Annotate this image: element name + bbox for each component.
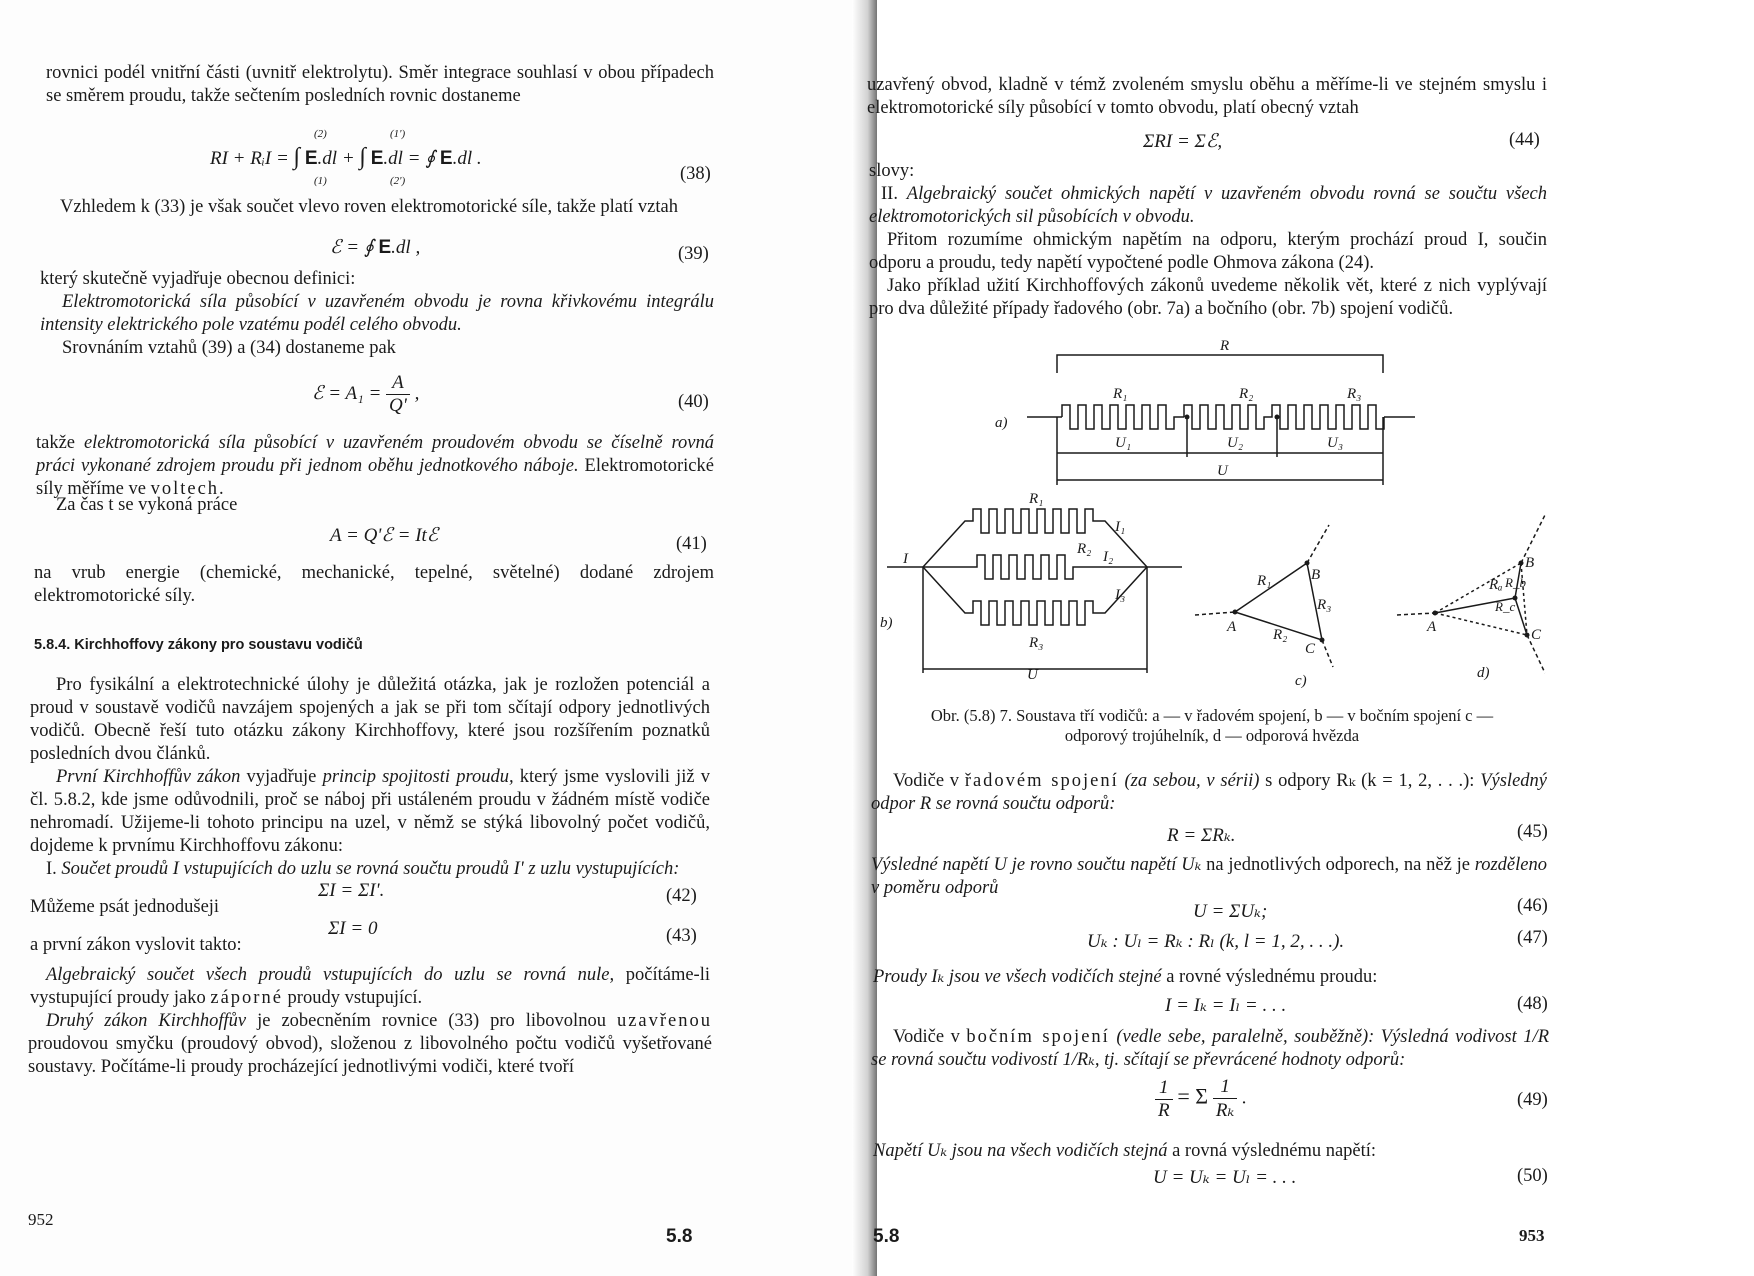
label-c-R2: R₂ [1273, 627, 1288, 643]
law-two-statement: II. Algebraický součet ohmických napětí v uzavřeném obvodu rovná se součtu všech elektromotorických sil působících v obvodu. [869, 184, 1547, 227]
label-R1: R₁ [1113, 386, 1128, 402]
label-d-B: B [1525, 555, 1535, 571]
paragraph-intro: rovnici podél vnitřní části (uvnitř elektrolytu). Směr integrace souhlasí v obou případech se směrem proudu, takže sečtením posledních rovnic dostaneme [46, 63, 714, 106]
equation-47: Uₖ : Uₗ = Rₖ : Rₗ (k, l = 1, 2, . . .). [1087, 931, 1345, 952]
label-d: d) [1477, 665, 1490, 681]
paragraph-vzhledem: Vzhledem k (33) je však součet vlevo roven elektromotorické síle, takže platí vztah [60, 197, 678, 217]
equation-39: ℰ = ∮ E.dl , [330, 237, 421, 258]
paragraph-jako-priklad: Jako příklad užití Kirchhoffových zákonů uvedeme několik vět, které z nich vyplývají pro dva důležité případy řadového (obr. 7a) a bočního (obr. 7b) spojení vodičů. [869, 276, 1547, 319]
equation-number-46: (46) [1517, 896, 1548, 916]
equation-number-47: (47) [1517, 928, 1548, 948]
paragraph-a-prvni: a první zákon vyslovit takto: [30, 935, 242, 955]
paragraph-radove-spojeni: Vodiče v řadovém spojení (za sebou, v sérii) s odpory Rₖ (k = 1, 2, . . .): Výsledný odpor R se rovná součtu odporů: [871, 771, 1547, 814]
label-b-U: U [1027, 667, 1038, 683]
resistor-a-R1 [1062, 405, 1184, 429]
label-b-R2: R₂ [1077, 541, 1092, 557]
paragraph-algebraicky: Algebraický součet všech proudů vstupujících do uzlu se rovná nule, počítáme-li vystupující proudy jako záporné proudy vstupující. [30, 965, 711, 1008]
label-b: b) [880, 615, 893, 631]
paragraph-proudy: Proudy Iₖ jsou ve všech vodičích stejné a rovné výslednému proudu: [873, 967, 1378, 987]
limit-upper-2: (1') [390, 128, 406, 140]
paragraph-bocni-spojeni: Vodiče v bočním spojení (vedle sebe, paralelně, souběžně): Výsledná vodivost 1/R se rovná součtu vodivostí 1/Rₖ, tj. sčítají se převrácené hodnoty odporů: [871, 1027, 1549, 1070]
label-c-R1: R₁ [1257, 573, 1272, 589]
paragraph-pro-fysikalni: Pro fysikální a elektrotechnické úlohy je důležitá otázka, jak je rozložen potenciál a proud v soustavě vodičů navzájem spojených a jak se při tom sčítají odpory jednotlivých vodičů. Obecně řeší tuto otázku zákony Kirchhoffovy, které jsou rozšířením poznatků posledních dvou článků. [30, 675, 710, 764]
equation-40: ℰ = A₁ = $\frac{A}{Q'}$ , [312, 372, 420, 416]
paragraph-na-vrub: na vrub energie (chemické, mechanické, tepelné, světelné) dodané zdrojem elektromotorické síly. [34, 563, 714, 606]
label-d-Rc: R_c [1495, 599, 1516, 614]
equation-44: ΣRI = Σℰ, [1143, 131, 1223, 152]
paragraph-druhy-zakon: Druhý zákon Kirchhoffův je zobecněním rovnice (33) pro libovolnou uzavřenou proudovou smyčku (proudový obvod), složenou z libovolného počtu vodičů vyšetřované soustavy. Počítáme-li proudy procházející jednotlivými vodiči, které tvoří [28, 1011, 712, 1077]
section-heading: 5.8.4. Kirchhoffovy zákony pro soustavu vodičů [34, 637, 363, 653]
page-number-left: 952 [28, 1210, 54, 1229]
page-number-right: 953 [1519, 1226, 1545, 1245]
limit-lower-1: (1) [314, 175, 327, 187]
equation-number-44: (44) [1509, 130, 1540, 150]
equation-number-39: (39) [678, 244, 709, 264]
figure-7-circuits [877, 335, 1557, 695]
label-c-C: C [1305, 641, 1316, 657]
label-d-C: C [1531, 627, 1542, 643]
paragraph-prvni-zakon: První Kirchhoffův zákon vyjadřuje princip spojitosti proudu, který jsme vyslovili již v čl. 5.8.2, kde jsme odůvodnili, proč se náboj při ustáleném proudu v žádném místě vodiče nehromadí. Užijeme-li tohoto principu na uzel, v němž se stýká libovolný počet vodičů, dojdeme k prvnímu Kirchhoffovu zákonu: [30, 767, 710, 856]
label-U: U [1217, 463, 1228, 479]
equation-43: ΣI = 0 [328, 918, 378, 939]
label-a: a) [995, 415, 1008, 431]
equation-38: RI + RᵢI = ∫ E.dl + ∫ E.dl = ∮ E.dl . [210, 144, 482, 170]
paragraph-slovy: slovy: [869, 161, 915, 181]
label-d-Ra: Rₐ [1489, 577, 1503, 593]
equation-number-41: (41) [676, 534, 707, 554]
figure-caption: Obr. (5.8) 7. Soustava tří vodičů: a — v řadovém spojení, b — v bočním spojení c — odporový trojúhelník, d — odporová hvězda [930, 706, 1494, 745]
equation-number-38: (38) [680, 164, 711, 184]
paragraph-ktery: který skutečně vyjadřuje obecnou definici: [40, 269, 356, 289]
resistor-a-R2 [1184, 405, 1304, 429]
equation-number-43: (43) [666, 926, 697, 946]
resistor-b-R2 [923, 555, 1147, 579]
paragraph-vysledne-napeti: Výsledné napětí U je rovno součtu napětí Uₖ na jednotlivých odporech, na něž je rozděleno v poměru odporů [871, 855, 1547, 898]
section-marker-right: 5.8 [873, 1226, 900, 1247]
label-b-R1: R₁ [1029, 491, 1044, 507]
label-b-R3: R₃ [1029, 635, 1044, 651]
right-page [867, 0, 1754, 1276]
law-one-statement: I. Součet proudů I vstupujících do uzlu se rovná součtu proudů I' z uzlu vystupujících: [46, 859, 680, 879]
equation-number-50: (50) [1517, 1166, 1548, 1186]
equation-41: A = Q'ℰ = Itℰ [330, 525, 439, 546]
label-R3: R₃ [1347, 386, 1362, 402]
equation-number-48: (48) [1517, 994, 1548, 1014]
resistor-b-R3 [923, 567, 1147, 625]
resistor-a-R3 [1304, 405, 1384, 429]
paragraph-za-cas: Za čas t se vykoná práce [56, 495, 238, 515]
paragraph-srovnanim: Srovnáním vztahů (39) a (34) dostaneme pak [62, 338, 396, 358]
paragraph-uzavreny: uzavřený obvod, kladně v témž zvoleném smyslu oběhu a měříme-li ve stejném smyslu i elektromotorické síly působící v tomto obvodu, platí obecný vztah [867, 75, 1547, 118]
equation-42: ΣI = ΣI'. [318, 880, 385, 901]
label-I3: I₃ [1115, 587, 1126, 603]
label-c-A: A [1227, 619, 1237, 635]
equation-48: I = Iₖ = Iₗ = . . . [1165, 995, 1287, 1016]
label-d-Rb: R_b [1505, 575, 1526, 590]
label-I2: I₂ [1103, 549, 1114, 565]
label-R2: R₂ [1239, 386, 1254, 402]
definition-emf: Elektromotorická síla působící v uzavřeném obvodu je rovna křivkovému integrálu intensity elektrického pole vzatému podél celého obvodu. [40, 292, 714, 335]
label-U3: U₃ [1327, 435, 1344, 451]
limit-upper-1: (2) [314, 128, 327, 140]
label-U2: U₂ [1227, 435, 1244, 451]
paragraph-pritom: Přitom rozumíme ohmickým napětím na odporu, kterým prochází proud I, součin odporu a proudu, tedy napětí vypočtené podle Ohmova zákona (24). [869, 230, 1547, 273]
bracket-R [1057, 355, 1383, 373]
equation-50: U = Uₖ = Uₗ = . . . [1153, 1167, 1297, 1188]
equation-number-42: (42) [666, 886, 697, 906]
label-U1: U₁ [1115, 435, 1132, 451]
paragraph-takze: takže elektromotorická síla působící v uzavřeném proudovém obvodu se číselně rovná práci vykonané zdrojem proudu při jednom oběhu jednotkového náboje. Elektromotorické síly měříme ve voltech. [36, 433, 714, 499]
equation-number-49: (49) [1517, 1090, 1548, 1110]
section-marker-left: 5.8 [666, 1226, 693, 1247]
label-I: I [903, 551, 908, 567]
label-d-A: A [1427, 619, 1437, 635]
label-R: R [1220, 338, 1230, 354]
label-c-B: B [1311, 567, 1321, 583]
equation-number-40: (40) [678, 392, 709, 412]
limit-lower-2: (2') [390, 175, 406, 187]
equation-number-45: (45) [1517, 822, 1548, 842]
paragraph-muzeme: Můžeme psát jednodušeji [30, 897, 220, 917]
label-c-R3: R₃ [1317, 597, 1332, 613]
label-c: c) [1295, 673, 1307, 689]
resistor-b-R1 [923, 509, 1147, 567]
paragraph-napeti: Napětí Uₖ jsou na všech vodičích stejná a rovná výslednému napětí: [873, 1141, 1377, 1161]
equation-45: R = ΣRₖ. [1167, 825, 1236, 846]
equation-49: $\frac{1}{R}$ = Σ $\frac{1}{\text{Rₖ}}$ . [1155, 1076, 1247, 1122]
equation-46: U = ΣUₖ; [1193, 901, 1268, 922]
label-I1: I₁ [1115, 519, 1126, 535]
